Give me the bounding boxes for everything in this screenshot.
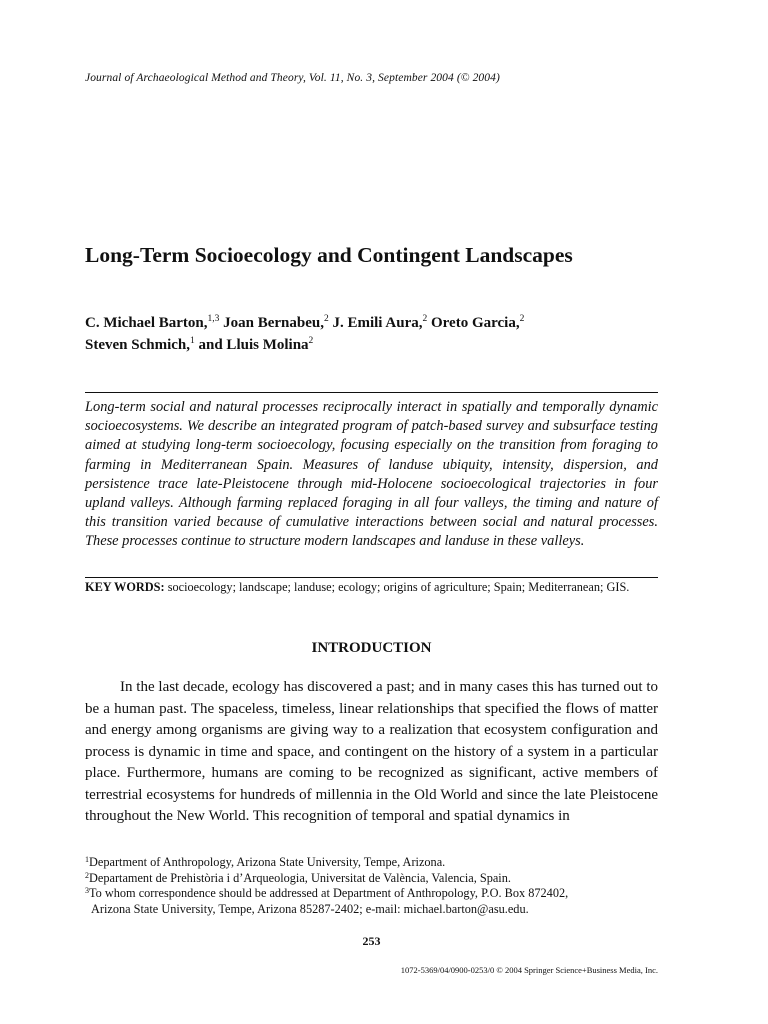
keywords-label: KEY WORDS:: [85, 580, 165, 594]
footnote: $^1$Department of Anthropology, Arizona State University, Tempe, Arizona.: [85, 855, 446, 869]
footnote: $^2$Departament de Prehistòria i d’Arqueologia, Universitat de València, Valencia, Spain.: [85, 870, 511, 885]
keywords-rule: [85, 577, 658, 578]
author: Joan Bernabeu,$^2$: [223, 314, 329, 331]
body-paragraph: In the last decade, ecology has discovered a past; and in many cases this has turned out to be a human past. The spaceless, timeless, linear relationships that specified the flows of matter and energy among organisms are giving way to a realization that ecosystem configuration and process is dynamic in time and space, and contingent on the history of a system in a particular place. Furthermore, humans are coming to be recognized as significant, active members of terrestrial ecosystems for hundreds of millennia in the Old World and since the late Pleistocene throughout the New World. This recognition of temporal and spatial dynamics in: [85, 679, 658, 824]
footnotes: [85, 855, 658, 917]
author: and Lluis Molina$^2$: [198, 336, 314, 353]
author: J. Emili Aura,$^2$: [332, 314, 428, 331]
author: C. Michael Barton,$^{1,3}$: [85, 314, 220, 331]
footnote-continuation: Arizona State University, Tempe, Arizona 85287-2402; e-mail: michael.barton@asu.edu.: [91, 901, 529, 916]
author-list: [85, 312, 675, 356]
author: Oreto Garcia,$^2$: [430, 314, 525, 331]
running-head: Journal of Archaeological Method and Theory, Vol. 11, No. 3, September 2004 (© 2004): [85, 72, 500, 84]
section-heading: INTRODUCTION: [311, 640, 432, 656]
author: Steven Schmich,$^1$: [85, 336, 195, 353]
keywords-text: socioecology; landscape; landuse; ecology; origins of agriculture; Spain; Mediterranean; GIS.: [167, 580, 630, 594]
page-number: 253: [362, 934, 381, 948]
article-title: Long-Term Socioecology and Contingent Landscapes: [85, 243, 573, 267]
copyright-line: 1072-5369/04/0900-0253/0 © 2004 Springer Science+Business Media, Inc.: [400, 965, 658, 975]
footnote: $^3$To whom correspondence should be addressed at Department of Anthropology, P.O. Box 872402,: [85, 886, 569, 900]
keywords: [85, 580, 658, 595]
abstract-top-rule: [85, 392, 658, 393]
abstract: Long-term social and natural processes reciprocally interact in spatially and temporally dynamic socioecosystems. We describe an integrated program of patch-based survey and subsurface testing aimed at studying long-term socioecology, focusing especially on the transition from foraging to farming in Mediterranean Spain. Measures of landuse ubiquity, intensity, dispersion, and persistence trace late-Pleistocene through mid-Holocene socioecological trajectories in four upland valleys. Although farming replaced foraging in all four valleys, the timing and nature of this transition varied because of cumulative interactions between social and natural processes. These processes continue to structure modern landscapes and landuse in these valleys.: [85, 399, 658, 550]
